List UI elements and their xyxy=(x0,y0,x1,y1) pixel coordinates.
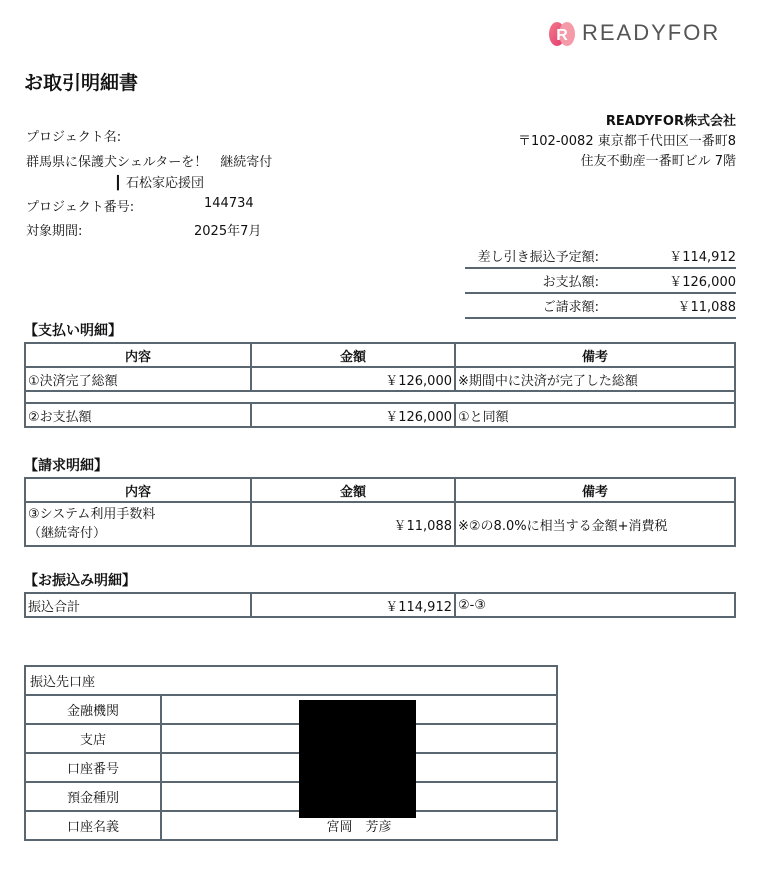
logo-brand-text: READYFOR xyxy=(582,20,721,45)
bank-label-account-number: 口座番号 xyxy=(25,753,161,782)
table-header-row xyxy=(25,478,735,502)
payment-table xyxy=(24,342,736,428)
table-row xyxy=(25,811,557,840)
cell-note: ※②の8.0%に相当する金額+消費税 xyxy=(455,502,735,546)
bank-label-branch: 支店 xyxy=(25,724,161,753)
cell-amount: ￥126,000 xyxy=(251,403,455,427)
company-address-line1: 〒102-0082 東京都千代田区一番町8 xyxy=(518,134,736,149)
company-block xyxy=(518,112,736,172)
company-name: READYFOR株式会社 xyxy=(605,114,736,129)
summary-value: ￥11,088 xyxy=(677,300,736,315)
bank-value-account-holder: 宮岡 芳彦 xyxy=(161,811,557,840)
bank-label-account-holder: 口座名義 xyxy=(25,811,161,840)
company-address-line2: 住友不動産一番町ビル 7階 xyxy=(580,154,736,169)
summary-block xyxy=(465,244,736,319)
cell-item-line2: （継続寄付） xyxy=(28,526,107,541)
readyfor-logo xyxy=(548,18,738,48)
cell-note: ②-③ xyxy=(455,593,735,617)
project-number-label: プロジェクト番号: xyxy=(26,200,135,215)
summary-row-transfer xyxy=(465,244,736,269)
bank-label-account-type: 預金種別 xyxy=(25,782,161,811)
cell-note: ①と同額 xyxy=(455,403,735,427)
cell-item: 振込合計 xyxy=(25,593,251,617)
summary-value: ￥126,000 xyxy=(669,275,736,290)
transfer-table xyxy=(24,592,736,618)
summary-value: ￥114,912 xyxy=(669,250,736,265)
cell-item: ②お支払額 xyxy=(25,403,251,427)
cell-amount: ￥11,088 xyxy=(251,502,455,546)
project-number-value: 144734 xyxy=(204,196,254,211)
document-title: お取引明細書 xyxy=(24,72,139,94)
bank-header-row xyxy=(25,666,557,695)
cell-item-line1: ③システム利用手数料 xyxy=(28,507,156,522)
readyfor-logo-icon xyxy=(548,19,576,47)
header-note: 備考 xyxy=(455,343,735,367)
payment-section-title: 【支払い明細】 xyxy=(24,323,122,339)
table-header-row xyxy=(25,343,735,367)
cell-note: ※期間中に決済が完了した総額 xyxy=(455,367,735,391)
project-name-label: プロジェクト名: xyxy=(26,130,122,145)
cell-item xyxy=(25,502,251,546)
transfer-section-title: 【お振込み明細】 xyxy=(24,573,136,589)
table-spacer-row xyxy=(25,391,735,403)
period-label: 対象期間: xyxy=(26,224,83,239)
table-row xyxy=(25,724,557,753)
bank-header: 振込先口座 xyxy=(25,666,557,695)
bank-label-institution: 金融機関 xyxy=(25,695,161,724)
table-row xyxy=(25,695,557,724)
header-item: 内容 xyxy=(25,478,251,502)
header-note: 備考 xyxy=(455,478,735,502)
table-row xyxy=(25,502,735,546)
table-row xyxy=(25,367,735,391)
summary-row-billing xyxy=(465,294,736,319)
period-value: 2025年7月 xyxy=(194,224,262,239)
cell-item: ①決済完了総額 xyxy=(25,367,251,391)
table-row xyxy=(25,593,735,617)
cell-amount: ￥114,912 xyxy=(251,593,455,617)
summary-label: 差し引き振込予定額: xyxy=(477,250,599,265)
redaction-block xyxy=(299,700,416,818)
project-name-line2: ┃ 石松家応援団 xyxy=(114,176,204,191)
summary-row-payment xyxy=(465,269,736,294)
svg-text:R: R xyxy=(556,27,568,44)
header-amount: 金額 xyxy=(251,343,455,367)
table-row xyxy=(25,403,735,427)
bank-account-table xyxy=(24,665,558,841)
billing-table xyxy=(24,477,736,547)
header-item: 内容 xyxy=(25,343,251,367)
header-amount: 金額 xyxy=(251,478,455,502)
summary-label: お支払額: xyxy=(542,275,599,290)
cell-amount: ￥126,000 xyxy=(251,367,455,391)
summary-label: ご請求額: xyxy=(542,300,599,315)
project-name-line1: 群馬県に保護犬シェルターを！ 継続寄付 xyxy=(26,155,273,170)
billing-section-title: 【請求明細】 xyxy=(24,458,108,474)
table-row xyxy=(25,753,557,782)
table-row xyxy=(25,782,557,811)
